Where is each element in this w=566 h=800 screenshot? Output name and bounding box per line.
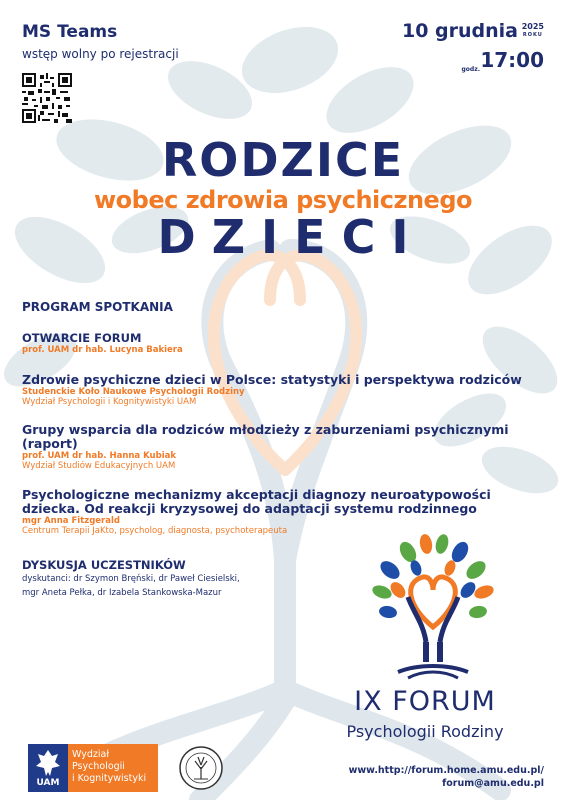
program-item-speaker: Studenckie Koło Naukowe Psychologii Rodziny <box>22 387 245 397</box>
event-year <box>522 22 544 40</box>
program-item-speaker: prof. UAM dr hab. Lucyna Bakiera <box>22 345 183 355</box>
program-item-title: Zdrowie psychiczne dzieci w Polsce: statystyki i perspektywa rodziców <box>22 372 522 387</box>
discussion-line-1: dyskutanci: dr Szymon Bręński, dr Paweł Ciesielski, <box>22 574 240 584</box>
uam-faculty-line-2: Psychologii <box>72 761 125 772</box>
platform-label: MS Teams <box>22 22 118 42</box>
program-item-speaker: prof. UAM dr hab. Hanna Kubiak <box>22 451 176 461</box>
contact-info <box>349 764 544 790</box>
time-label: godz. <box>461 66 480 73</box>
uam-faculty-line-3: i Kognitywistyki <box>72 773 147 784</box>
discussion-line-2: mgr Aneta Pełka, dr Izabela Stankowska-Mazur <box>22 588 222 598</box>
program-item-discussion <box>22 558 240 600</box>
title-line-2: wobec zdrowia psychicznego <box>94 186 472 214</box>
program-heading: PROGRAM SPOTKANIA <box>22 300 173 314</box>
seal-icon <box>178 745 224 791</box>
year-value: 2025 <box>521 22 544 31</box>
tree-logo-icon <box>368 532 498 682</box>
program-item-title: OTWARCIE FORUM <box>22 331 142 345</box>
discussion-title: DYSKUSJA UCZESTNIKÓW <box>22 558 186 572</box>
event-date: 10 grudnia <box>401 20 518 42</box>
email-link[interactable]: forum@amu.edu.pl <box>442 778 544 789</box>
uam-logo-text: UAM <box>36 778 60 788</box>
uam-faculty-name <box>72 749 146 785</box>
program-item-title: Grupy wsparcia dla rodziców młodzieży z zaburzeniami psychicznymi (raport) <box>22 422 509 451</box>
program-item-affiliation: Wydział Studiów Edukacyjnych UAM <box>22 461 176 471</box>
year-label: ROKU <box>522 32 543 38</box>
program-item-affiliation: Centrum Terapii JaKto, psycholog, diagnosta, psychoterapeuta <box>22 526 288 536</box>
forum-subtitle: Psychologii Rodziny <box>346 722 504 741</box>
uam-eagle-icon <box>28 744 68 792</box>
qr-code-icon[interactable] <box>22 73 72 123</box>
title-line-3: DZIECI <box>157 210 425 264</box>
program-item-diagnosis <box>22 488 522 536</box>
forum-title: IX FORUM <box>354 686 496 717</box>
program-item-title: Psychologiczne mechanizmy akceptacji diagnozy neuroatypowości dziecka. Od reakcji kryzysowej do adaptacji systemu rodzinnego <box>22 487 491 516</box>
program-item-opening <box>22 331 183 355</box>
title-line-1: RODZICE <box>161 133 405 187</box>
program-item-affiliation: Wydział Psychologii i Kognitywistyki UAM <box>22 397 197 407</box>
program-item-support-groups <box>22 423 522 471</box>
program-item-speaker: mgr Anna Fitzgerald <box>22 516 120 526</box>
program-item-statistics <box>22 373 522 407</box>
entry-note: wstęp wolny po rejestracji <box>22 47 179 61</box>
event-time: 17:00 <box>480 48 544 72</box>
website-link[interactable]: www.http://forum.home.amu.edu.pl/ <box>348 765 544 776</box>
uam-faculty-logo <box>28 744 158 792</box>
uam-faculty-line-1: Wydział <box>72 749 110 760</box>
